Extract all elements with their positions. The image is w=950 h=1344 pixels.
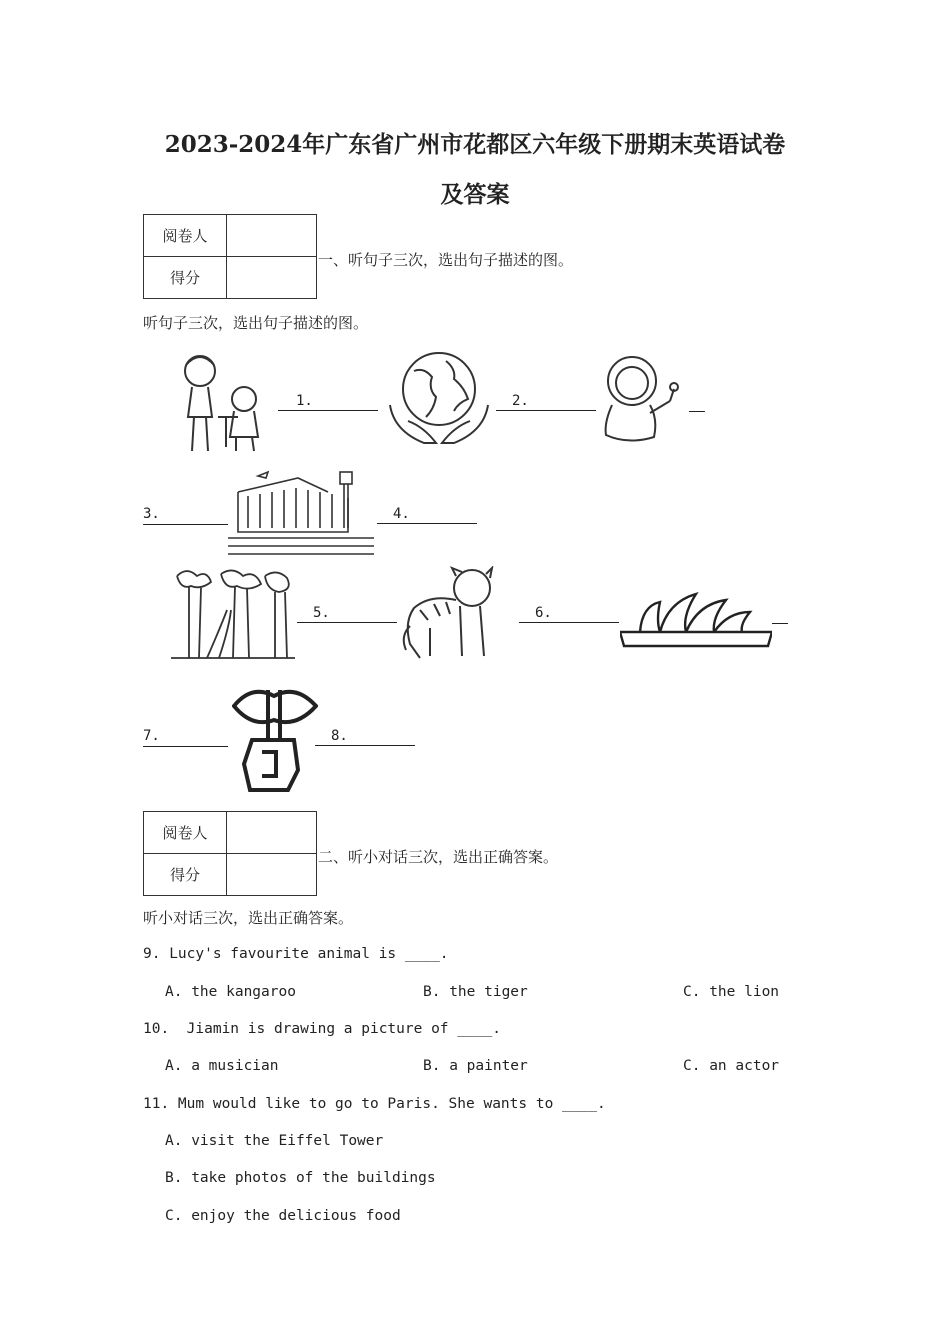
section1-heading: 一、听句子三次，选出句子描述的图。 (318, 251, 574, 269)
score-table-2 (143, 811, 317, 896)
question-9-option-b[interactable]: B. the tiger (423, 984, 528, 1000)
score-label: 得分 (144, 854, 227, 896)
opera-house-picture (620, 592, 772, 650)
reviewer-cell[interactable] (227, 215, 317, 257)
earth-in-hands-picture (384, 347, 494, 447)
silence-gesture-picture (232, 680, 318, 796)
section2-instruction: 听小对话三次，选出正确答案。 (143, 909, 354, 927)
question-10: 10. Jiamin is drawing a picture of ____. (143, 1021, 501, 1037)
blank-5[interactable]: 5. (297, 605, 397, 623)
blank-1[interactable]: 1. (278, 393, 378, 411)
blank-7[interactable]: 7. (143, 728, 228, 747)
question-11-option-a[interactable]: A. visit the Eiffel Tower (165, 1133, 384, 1149)
blank-6[interactable]: 6. (519, 605, 619, 623)
blank-6-tail (772, 605, 788, 624)
page-title-line2: 及答案 (440, 181, 510, 208)
question-11-option-c[interactable]: C. enjoy the delicious food (165, 1208, 401, 1224)
page-title-line1: 2023-2024年广东省广州市花都区六年级下册期末英语试卷 (164, 131, 786, 158)
score-label: 得分 (144, 257, 227, 299)
score-cell[interactable] (227, 854, 317, 896)
children-drawing-picture (178, 347, 268, 455)
blank-4[interactable]: 4. (377, 506, 477, 524)
question-10-option-b[interactable]: B. a painter (423, 1058, 528, 1074)
blank-3[interactable]: 3. (143, 506, 228, 525)
question-9-option-a[interactable]: A. the kangaroo (165, 984, 296, 1000)
astronaut-girl-picture (598, 353, 688, 445)
reviewer-label: 阅卷人 (144, 812, 227, 854)
score-cell[interactable] (227, 257, 317, 299)
reviewer-cell[interactable] (227, 812, 317, 854)
question-9-option-c[interactable]: C. the lion (683, 984, 780, 1000)
question-9: 9. Lucy's favourite animal is ____. (143, 946, 449, 962)
airport-building-picture (228, 468, 374, 558)
blank-2-tail (689, 393, 705, 412)
section2-heading: 二、听小对话三次，选出正确答案。 (318, 848, 559, 866)
question-10-option-a[interactable]: A. a musician (165, 1058, 279, 1074)
blank-8[interactable]: 8. (315, 728, 415, 746)
score-table-1 (143, 214, 317, 299)
forest-picture (171, 566, 295, 660)
question-10-option-c[interactable]: C. an actor (683, 1058, 780, 1074)
tiger-picture (400, 566, 500, 660)
question-11-option-b[interactable]: B. take photos of the buildings (165, 1170, 436, 1186)
reviewer-label: 阅卷人 (144, 215, 227, 257)
question-11: 11. Mum would like to go to Paris. She wants to ____. (143, 1096, 606, 1112)
section1-instruction: 听句子三次，选出句子描述的图。 (143, 314, 369, 332)
blank-2[interactable]: 2. (496, 393, 596, 411)
